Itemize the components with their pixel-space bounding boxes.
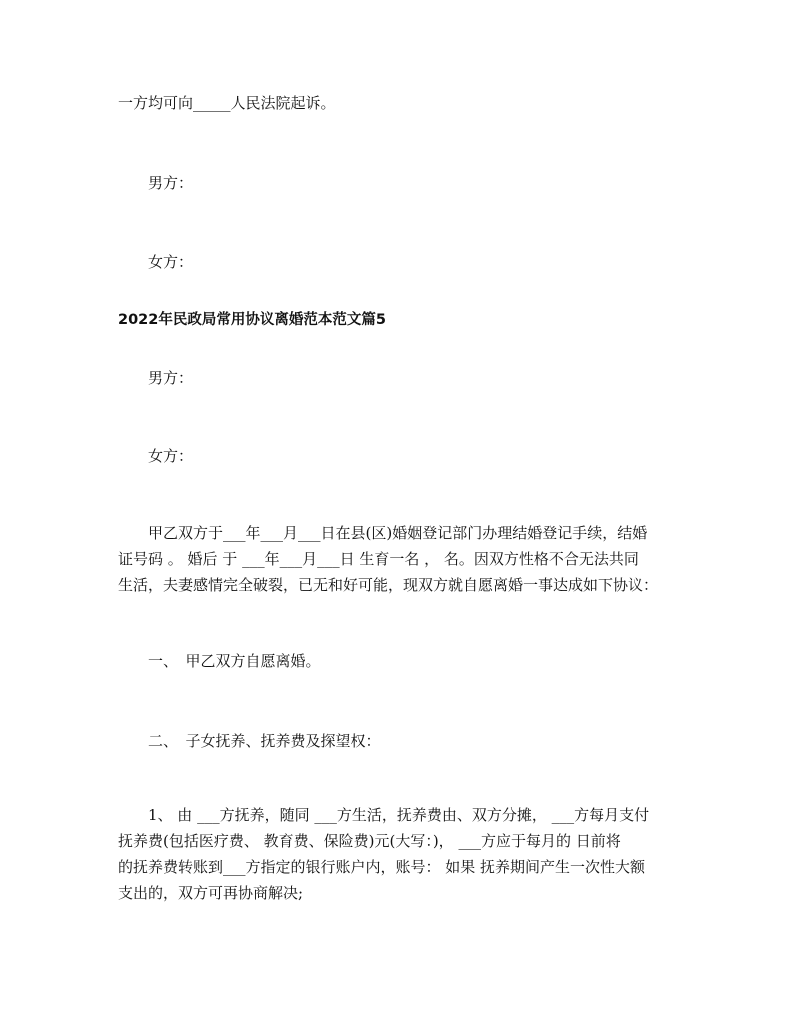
man-label: 男方：: [148, 369, 194, 387]
section-title: 2022年民政局常用协议离婚范本范文篇5: [118, 312, 386, 328]
court-sentence: 一方均可向_____人民法院起诉。: [118, 94, 336, 112]
intro-paragraph: [118, 520, 688, 598]
man-label: 男方：: [148, 174, 194, 192]
paragraph-line: 1、 由 ___方抚养，随同 ___方生活，抚养费由、双方分摊， ___方每月支付: [148, 806, 650, 824]
paragraph-line: 支出的，双方可再协商解决;: [118, 884, 304, 902]
item-two: 二、 子女抚养、抚养费及探望权：: [148, 732, 381, 750]
clause-one: [118, 802, 688, 906]
paragraph-line: 的抚养费转账到___方指定的银行账户内，账号： 如果 抚养期间产生一次性大额: [118, 858, 646, 876]
paragraph-line: 生活，夫妻感情完全破裂，已无和好可能，现双方就自愿离婚一事达成如下协议：: [118, 576, 659, 594]
woman-label: 女方：: [148, 447, 194, 465]
item-one: 一、 甲乙双方自愿离婚。: [148, 652, 321, 670]
woman-label: 女方：: [148, 253, 194, 271]
paragraph-line: 证号码 。 婚后 于 ___年___月___日 生育一名 ， 名。因双方性格不合无法共同: [118, 550, 639, 568]
paragraph-line: 甲乙双方于___年___月___日在县(区)婚姻登记部门办理结婚登记手续，结婚: [148, 524, 648, 542]
paragraph-line: 抚养费(包括医疗费、 教育费、保险费)元(大写：)， ___方应于每月的 日前将: [118, 832, 621, 850]
